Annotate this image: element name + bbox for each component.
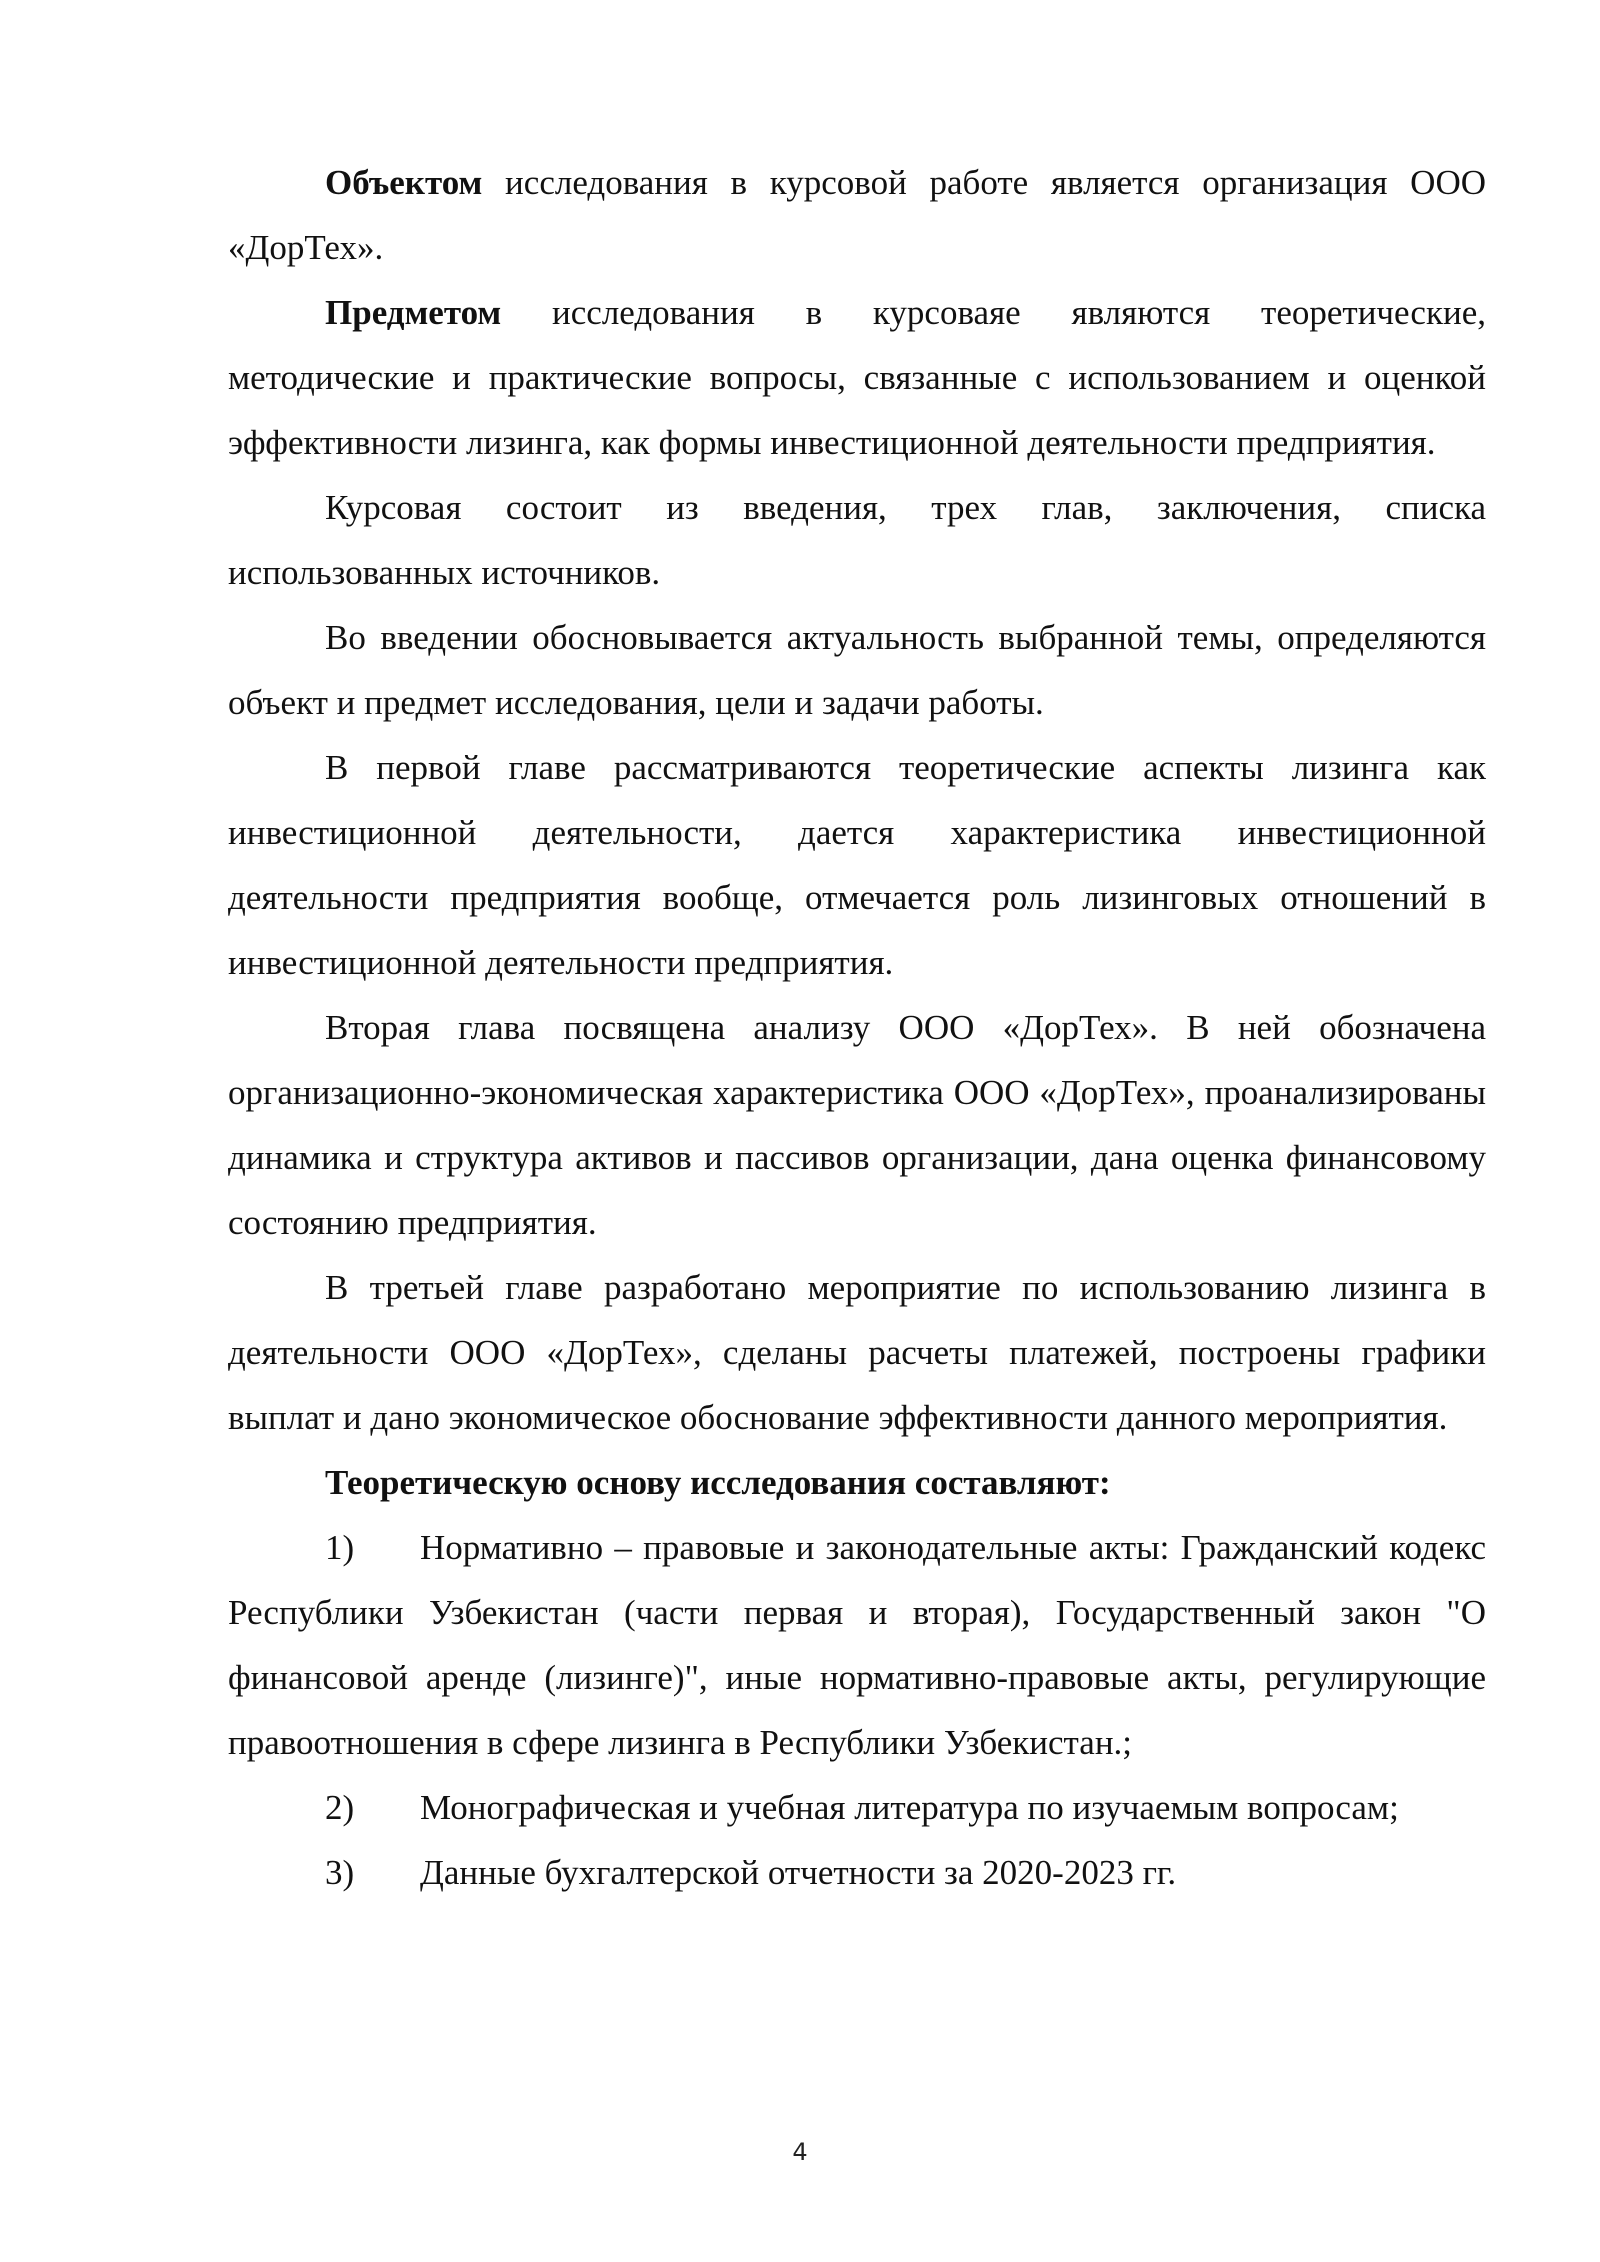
paragraph-structure	[228, 475, 1486, 605]
paragraph-chapter-two	[228, 995, 1486, 1255]
list-item	[228, 1515, 1486, 1775]
paragraph-chapter-one	[228, 735, 1486, 995]
list-item-text: Нормативно – правовые и законодательные акты: Гражданский кодекс Республики Узбекистан (части первая и вторая), Государственный закон "О финансовой аренде (лизинге)", иные нормативно-правовые акты, регулирующие правоотношения в сфере лизинга в Республики Узбекистан.;	[228, 1528, 1486, 1762]
paragraph-text: В первой главе рассматриваются теоретические аспекты лизинга как инвестиционной деятельности, дается характеристика инвестиционной деятельности предприятия вообще, отмечается роль лизинговых отношений в инвестиционной деятельности предприятия.	[228, 748, 1486, 982]
theory-heading: Теоретическую основу исследования составляют:	[325, 1463, 1111, 1502]
paragraph-subject	[228, 280, 1486, 475]
page-body	[228, 150, 1486, 1905]
list-item-number: 1)	[325, 1528, 355, 1567]
paragraph-lead: Объектом	[325, 163, 483, 202]
list-item-text: Данные бухгалтерской отчетности за 2020-2023 гг.	[420, 1853, 1177, 1892]
paragraph-text: Курсовая состоит из введения, трех глав, заключения, списка использованных источников.	[228, 488, 1486, 592]
list-item	[228, 1840, 1486, 1905]
paragraph-text: Вторая глава посвящена анализу ООО «ДорТех». В ней обозначена организационно-экономическая характеристика ООО «ДорТех», проанализированы динамика и структура активов и пассивов организации, дана оценка финансовому состоянию предприятия.	[228, 1008, 1486, 1242]
list-item-number: 3)	[325, 1853, 355, 1892]
list-item	[228, 1775, 1486, 1840]
page-number: 4	[792, 2138, 808, 2166]
paragraph-lead: Предметом	[325, 293, 502, 332]
list-item-text: Монографическая и учебная литература по изучаемым вопросам;	[420, 1788, 1399, 1827]
paragraph-text: исследования в курсоваяе являются теоретические, методические и практические вопросы, связанные с использованием и оценкой эффективности лизинга, как формы инвестиционной деятельности предприятия.	[228, 293, 1486, 462]
list-item-number: 2)	[325, 1788, 355, 1827]
paragraph-text: исследования в курсовой работе является организация ООО «ДорТех».	[228, 163, 1486, 267]
paragraph-introduction	[228, 605, 1486, 735]
paragraph-text: В третьей главе разработано мероприятие по использованию лизинга в деятельности ООО «ДорТех», сделаны расчеты платежей, построены графики выплат и дано экономическое обоснование эффективности данного мероприятия.	[228, 1268, 1486, 1437]
paragraph-text: Во введении обосновывается актуальность выбранной темы, определяются объект и предмет исследования, цели и задачи работы.	[228, 618, 1486, 722]
paragraph-chapter-three	[228, 1255, 1486, 1450]
paragraph-object	[228, 150, 1486, 280]
